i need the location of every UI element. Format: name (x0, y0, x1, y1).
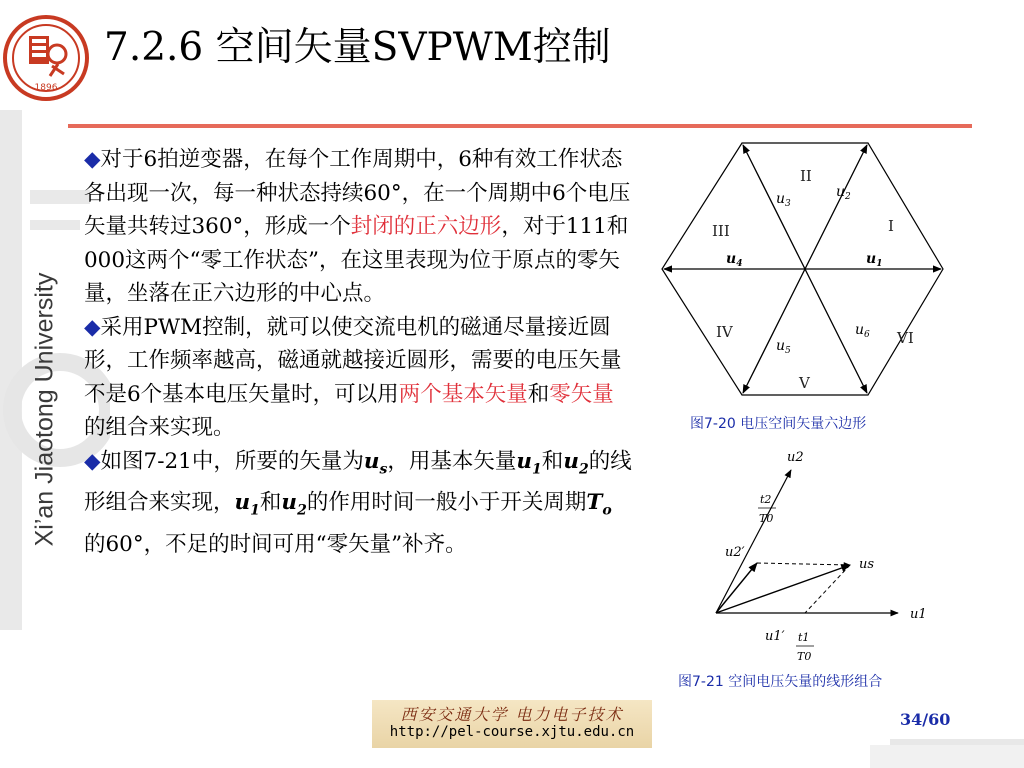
text-run: s (379, 460, 388, 477)
paragraph-2 (84, 311, 632, 445)
text-run: 1 (250, 502, 260, 519)
frac-t1: t1 (798, 631, 810, 644)
footer-banner (372, 700, 652, 748)
text-run: u (281, 490, 298, 516)
dashed-u1-projection (757, 563, 850, 565)
bullet-icon: ◆ (84, 147, 101, 172)
text-run: 的60°，不足的时间可用“零矢量”补齐。 (84, 532, 467, 558)
page-number: 34/60 (900, 710, 951, 729)
vector-u6-label: $u_6$ (855, 322, 870, 340)
text-run: 2 (578, 460, 589, 477)
vector-u3-label: $u_3$ (776, 191, 791, 209)
vector-u4-label: $u_4$ (726, 251, 743, 269)
bullet-icon: ◆ (84, 448, 101, 474)
bullet-icon: ◆ (84, 314, 101, 340)
text-run: u (563, 448, 579, 474)
text-run: 采用PWM控制，就可以使交流电机的磁通尽量接近圆形，工作频率越高，磁通就越接近圆形，需要的电压矢量不是6个基本电压矢量时，可以用 (84, 314, 622, 407)
sector-IV-label: IV (716, 323, 733, 341)
corner-decoration (870, 735, 1024, 768)
text-run: o (602, 502, 612, 519)
sector-V-label: V (799, 374, 810, 392)
text-run: 和 (541, 448, 564, 474)
text-run: 对于6拍逆变器，在每个工作周期中，6种有效工作状态各出现一次，每一种状态持续60°，在一个周期中6个电压矢量共转过360°，形成一个 (84, 147, 631, 239)
footer-course-name: 西安交通大学 电力电子技术 (400, 705, 624, 724)
frac-T0-upper: T0 (759, 512, 774, 525)
text-run: 和 (259, 490, 282, 516)
paragraph-3 (84, 445, 632, 562)
figure-7-20-caption: 图7-20 电压空间矢量六边形 (690, 416, 867, 432)
text-run: 两个基本矢量 (398, 381, 528, 407)
text-run: u (363, 448, 380, 474)
text-run: 的组合来实现。 (84, 415, 235, 440)
text-run: 2 (297, 502, 307, 519)
label-u1-prime: u1′ (765, 629, 785, 644)
vector-u2-arrow (805, 145, 867, 269)
vector-u2-label: $u_2$ (836, 184, 851, 202)
vector-u5-label: $u_5$ (776, 338, 791, 356)
text-run: 的线形组合来实现， (84, 448, 632, 516)
label-us: us (859, 557, 875, 572)
text-run: ，对于111和000这两个“零工作状态”，在这里表现为位于原点的零矢量，坐落在正六边形的中心点。 (84, 214, 629, 306)
figures (650, 135, 975, 700)
label-u2: u2 (787, 450, 804, 465)
text-run: 零矢量 (549, 381, 614, 407)
hexagon-diagram (662, 143, 943, 432)
vector-u3-arrow (743, 145, 805, 269)
axis-u2 (716, 470, 791, 613)
dashed-closing-line (805, 565, 850, 613)
sector-II-label: II (800, 167, 812, 185)
university-watermark-text: Xi’an Jiaotong University (30, 272, 59, 547)
slide-title: 7.2.6 空间矢量SVPWM控制 (104, 25, 611, 70)
sector-I-label: I (888, 217, 894, 235)
figure-7-21-caption: 图7-21 空间电压矢量的线形组合 (678, 674, 883, 690)
label-u2-prime: u2′ (725, 545, 745, 560)
text-run: ，用基本矢量 (387, 448, 517, 474)
text-run: T (586, 490, 603, 516)
text-run: u (234, 490, 251, 516)
text-run: 的作用时间一般小于开关周期 (306, 490, 587, 516)
label-u1: u1 (910, 607, 927, 622)
paragraph-1 (84, 143, 632, 311)
text-run: 和 (527, 381, 550, 407)
vector-combination-diagram (678, 450, 927, 690)
frac-t2: t2 (760, 493, 772, 506)
sector-VI-label: VI (897, 329, 914, 347)
svg-text:1896: 1896 (34, 83, 58, 93)
text-run: 封闭的正六边形 (350, 214, 502, 239)
text-run: 如图7-21中，所要的矢量为 (100, 448, 364, 474)
university-logo (2, 14, 90, 102)
text-run: u (516, 448, 533, 474)
footer-url-link[interactable]: http://pel-course.xjtu.edu.cn (389, 724, 635, 740)
sector-III-label: III (712, 222, 730, 240)
title-divider (68, 124, 972, 128)
frac-T0-lower: T0 (797, 650, 812, 663)
vector-u5-arrow (743, 269, 805, 393)
vector-u1-label: $u_1$ (866, 251, 883, 269)
text-run: 1 (532, 460, 542, 477)
body-text (84, 143, 632, 562)
